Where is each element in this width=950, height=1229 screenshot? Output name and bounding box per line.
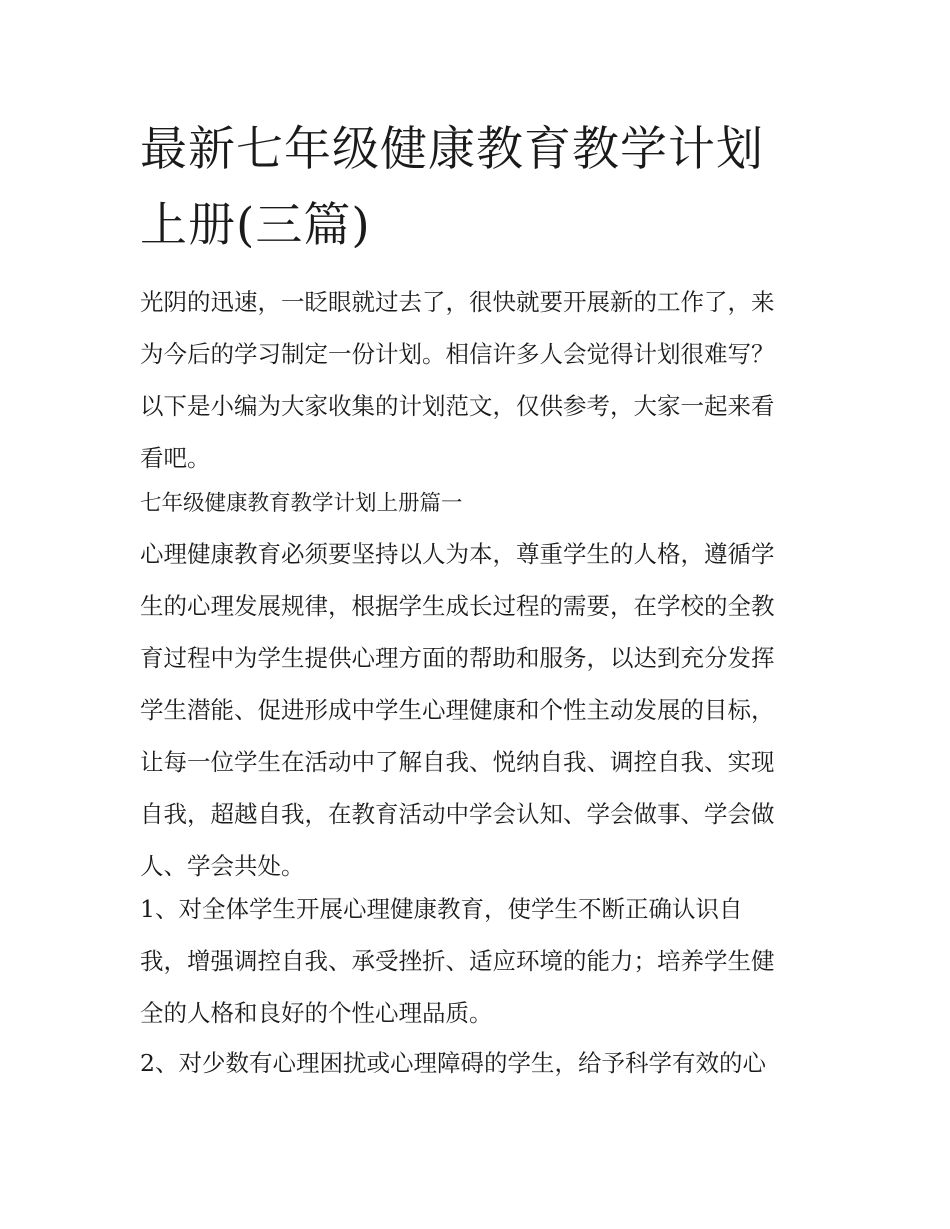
text-line: 人、学会共处。: [140, 852, 305, 880]
text-line: 我，增强调控自我、承受挫折、适应环境的能力；培养学生健: [140, 947, 775, 975]
text-line: 为今后的学习制定一份计划。相信许多人会觉得计划很难写？: [140, 340, 775, 368]
text-line: 学生潜能、促进形成中学生心理健康和个性主动发展的目标，: [140, 696, 775, 724]
text-line: 全的人格和良好的个性心理品质。: [140, 999, 493, 1027]
text-line: 1、对全体学生开展心理健康教育，使学生不断正确认识自: [140, 895, 743, 923]
body-paragraph: [140, 528, 820, 892]
text-line: 2、对少数有心理困扰或心理障碍的学生，给予科学有效的心: [140, 1049, 766, 1077]
document-title: [140, 112, 820, 264]
section-heading: 七年级健康教育教学计划上册篇一: [140, 491, 463, 516]
intro-paragraph: [140, 276, 820, 484]
text-line: 育过程中为学生提供心理方面的帮助和服务，以达到充分发挥: [140, 644, 775, 672]
title-line: 最新七年级健康教育教学计划: [140, 122, 764, 177]
numbered-item: [140, 883, 820, 1039]
text-line: 光阴的迅速，一眨眼就过去了，很快就要开展新的工作了，来: [140, 288, 775, 316]
text-line: 以下是小编为大家收集的计划范文，仅供参考，大家一起来看: [140, 392, 775, 420]
numbered-item: [140, 1037, 820, 1089]
text-line: 心理健康教育必须要坚持以人为本，尊重学生的人格，遵循学: [140, 540, 775, 568]
text-line: 自我，超越自我，在教育活动中学会认知、学会做事、学会做: [140, 800, 775, 828]
text-line: 看吧。: [140, 444, 211, 472]
text-line: 让每一位学生在活动中了解自我、悦纳自我、调控自我、实现: [140, 748, 775, 776]
title-line: 上册(三篇): [140, 198, 371, 253]
text-line: 生的心理发展规律，根据学生成长过程的需要，在学校的全教: [140, 592, 775, 620]
